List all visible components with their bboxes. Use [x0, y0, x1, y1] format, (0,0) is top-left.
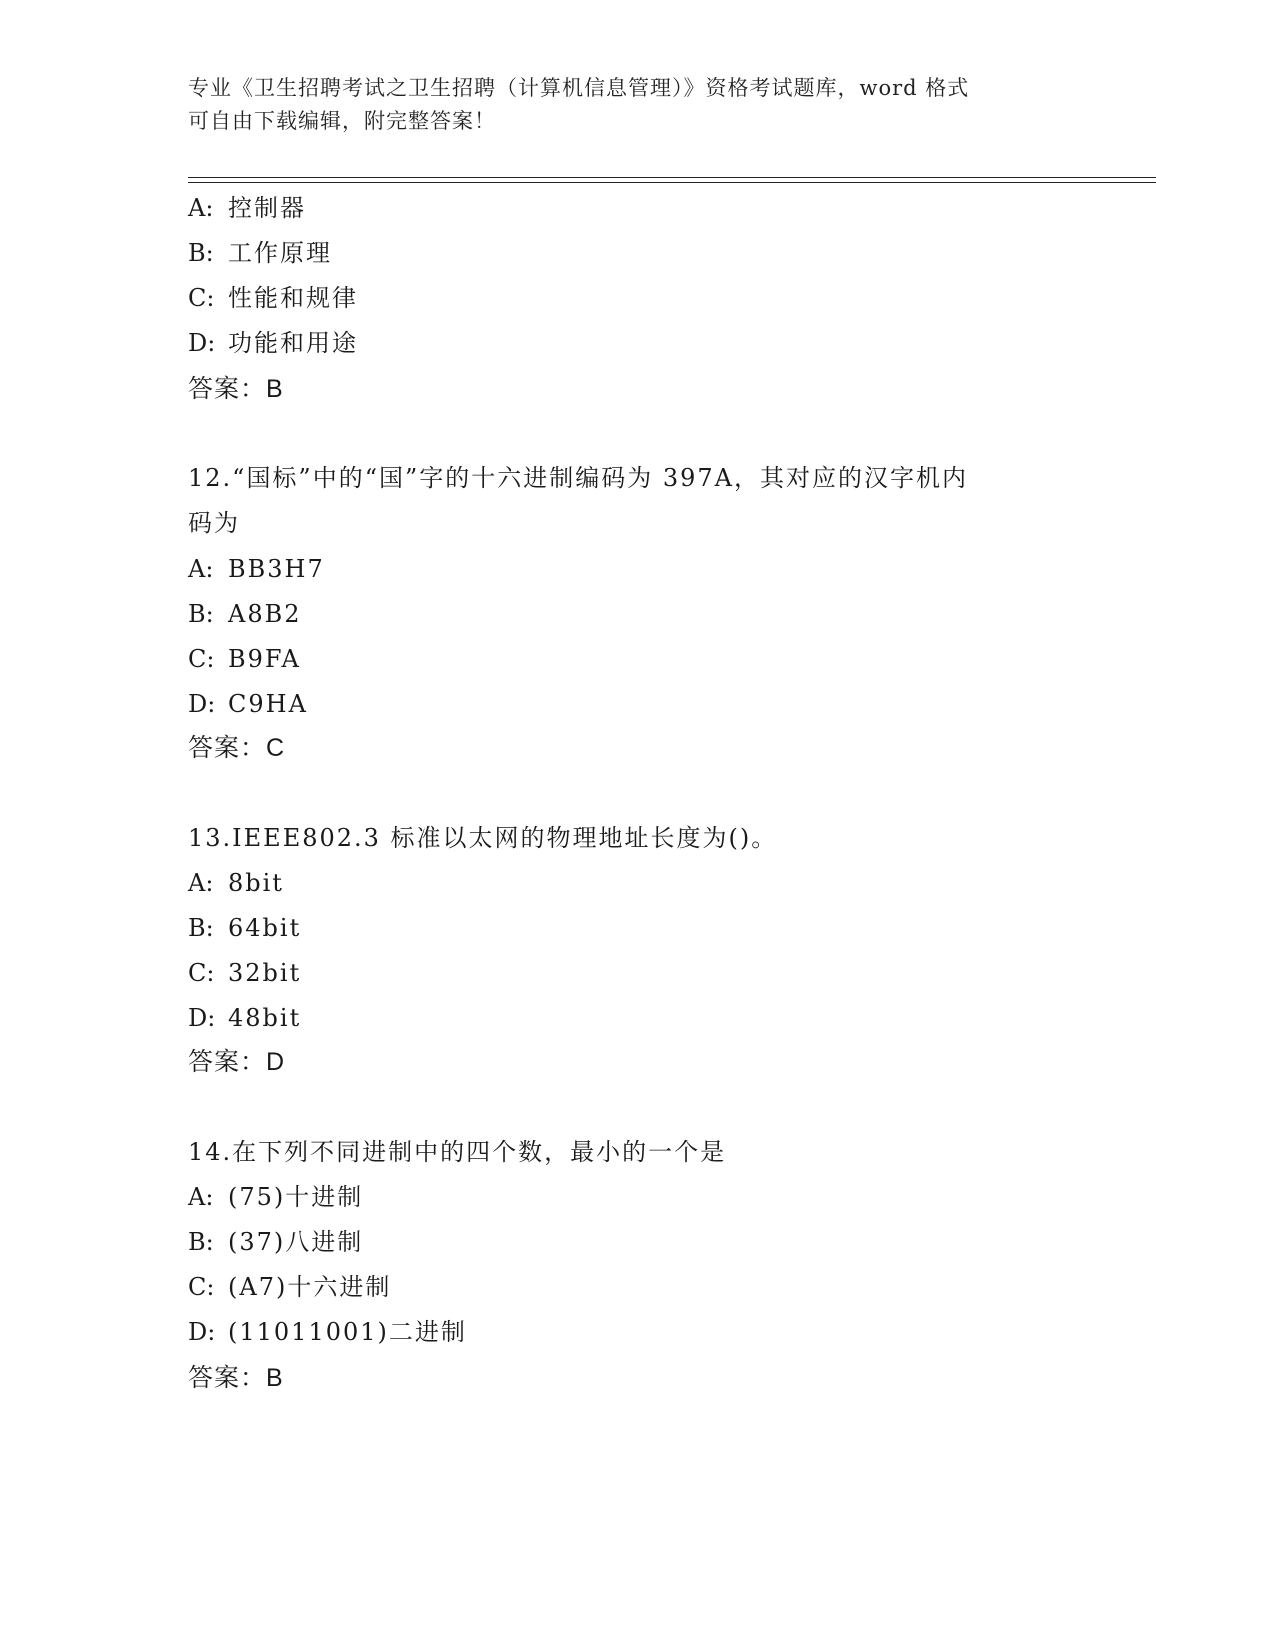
q14-option-c: [188, 1272, 391, 1302]
option-label: B:: [188, 1228, 214, 1256]
q13-stem: 13.IEEE802.3 标准以太网的物理地址长度为()。: [188, 824, 778, 852]
option-label: C:: [188, 284, 215, 312]
q14-option-b: [188, 1227, 363, 1257]
option-label: C:: [188, 1273, 215, 1301]
header-divider-top: [188, 177, 1156, 178]
q14-option-a: [188, 1182, 363, 1212]
q12-option-d: [188, 689, 308, 719]
q13-option-c: [188, 958, 301, 988]
option-text: A8B2: [228, 600, 302, 628]
option-label: A:: [188, 194, 214, 222]
option-label: A:: [188, 555, 214, 583]
option-text: 64bit: [228, 914, 302, 942]
option-label: D:: [188, 1004, 216, 1032]
option-label: C:: [188, 959, 215, 987]
option-text: (11011001)二进制: [228, 1318, 467, 1346]
q12-option-a: [188, 554, 325, 584]
option-text: 8bit: [228, 869, 284, 897]
q11-answer: 答案：B: [188, 375, 284, 403]
option-text: (75)十进制: [228, 1183, 364, 1211]
option-label: A:: [188, 869, 214, 897]
q14-stem: 14.在下列不同进制中的四个数，最小的一个是: [188, 1138, 727, 1166]
header-line-2: 可自由下载编辑，附完整答案！: [188, 109, 496, 133]
header-line-1: 专业《卫生招聘考试之卫生招聘（计算机信息管理）》资格考试题库，word 格式: [188, 76, 970, 100]
q12-option-c: [188, 644, 301, 674]
option-label: C:: [188, 645, 215, 673]
option-label: D:: [188, 329, 216, 357]
q12-option-b: [188, 599, 302, 629]
q14-answer: 答案：B: [188, 1364, 284, 1392]
option-label: A:: [188, 1183, 214, 1211]
q13-option-b: [188, 913, 301, 943]
q11-option-a: [188, 193, 306, 223]
q11-option-d: [188, 328, 358, 358]
option-text: (A7)十六进制: [228, 1273, 392, 1301]
option-label: B:: [188, 600, 214, 628]
q11-option-b: [188, 238, 332, 268]
header-divider-bottom: [188, 182, 1156, 183]
q12-answer: 答案：C: [188, 734, 286, 762]
q13-option-a: [188, 868, 284, 898]
option-text: 功能和用途: [228, 329, 358, 357]
q13-answer: 答案：D: [188, 1048, 286, 1076]
option-label: B:: [188, 239, 214, 267]
option-text: BB3H7: [228, 555, 325, 583]
option-label: D:: [188, 1318, 216, 1346]
q13-option-d: [188, 1003, 301, 1033]
document-header: [188, 72, 1088, 138]
q11-option-c: [188, 283, 358, 313]
option-text: 48bit: [228, 1004, 302, 1032]
option-text: 工作原理: [228, 239, 332, 267]
option-text: 控制器: [228, 194, 306, 222]
option-text: (37)八进制: [228, 1228, 364, 1256]
option-text: 32bit: [228, 959, 302, 987]
q12-stem-line-1: 12.“国标”中的“国”字的十六进制编码为 397A，其对应的汉字机内: [188, 464, 969, 492]
q12-stem-line-2: 码为: [188, 509, 240, 537]
option-text: B9FA: [228, 645, 301, 673]
option-text: C9HA: [228, 690, 308, 718]
q14-option-d: [188, 1317, 467, 1347]
option-text: 性能和规律: [228, 284, 358, 312]
option-label: B:: [188, 914, 214, 942]
option-label: D:: [188, 690, 216, 718]
